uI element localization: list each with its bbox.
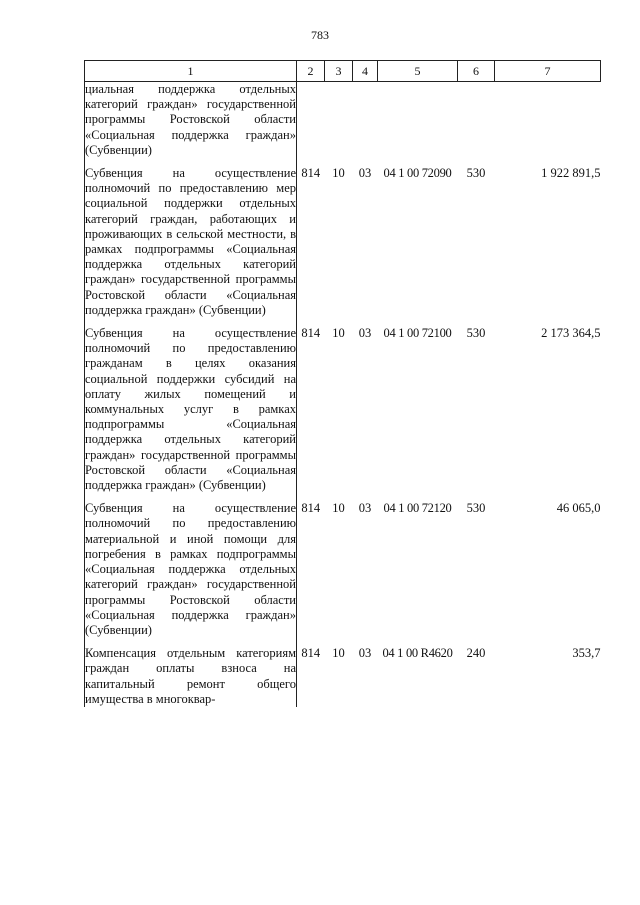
header-col-6: 6: [458, 61, 495, 82]
row-target-article: 04 1 00 72120: [383, 501, 452, 516]
table-row: [85, 501, 601, 646]
row-subsection-code: 03: [358, 326, 372, 341]
row-section-code: 10: [332, 326, 345, 341]
row-description: Субвенция на осуществление полномочий по предоставлению мер социальной поддержки отдельных категорий граждан, работающих и проживающих в сельской местности, в рамках подпрограммы «Социальная поддержка отдельных категорий граждан» государственной программы Ростовской области «Социальная поддержка граждан» (Субвенции): [85, 166, 297, 326]
row-ministry-code: 814: [301, 166, 321, 181]
table-row: [85, 82, 601, 167]
row-description: Компенсация отдельным категориям граждан оплаты взноса на капитальный ремонт общего имущества в многоквар-: [85, 646, 296, 706]
table-row: [85, 646, 601, 707]
row-expense-type: 530: [466, 326, 486, 341]
row-target-article: 04 1 00 R4620: [382, 646, 453, 661]
table-row: [85, 326, 601, 501]
row-section-code: 10: [332, 166, 345, 181]
row-expense-type: 530: [466, 166, 486, 181]
table-row: [85, 166, 601, 326]
row-amount: 2 173 364,5: [541, 326, 601, 341]
row-subsection-code: 03: [358, 501, 372, 516]
row-ministry-code: 814: [301, 646, 321, 661]
row-target-article: 04 1 00 72100: [383, 326, 452, 341]
row-ministry-code: 814: [301, 501, 321, 516]
row-amount: 46 065,0: [556, 501, 601, 516]
header-col-2: 2: [297, 61, 325, 82]
row-amount: 353,7: [572, 646, 601, 661]
header-col-1: 1: [85, 61, 297, 82]
row-expense-type: 530: [466, 501, 486, 516]
header-col-5: 5: [378, 61, 458, 82]
row-section-code: 10: [332, 501, 345, 516]
row-ministry-code: 814: [301, 326, 321, 341]
continuation-text: циальная поддержка отдельных категорий граждан» государственной программы Ростовской области «Социальная поддержка граждан» (Субвенции): [85, 82, 297, 167]
row-description: Субвенция на осуществление полномочий по предоставлению материальной и иной помощи для погребения в рамках подпрограммы «Социальная поддержка отдельных категорий граждан» государственной программы Ростовской области «Социальная поддержка граждан» (Субвенции): [85, 501, 297, 646]
row-target-article: 04 1 00 72090: [383, 166, 452, 181]
header-col-4: 4: [353, 61, 378, 82]
page-number: 783: [311, 28, 329, 42]
table-header-row: [85, 61, 601, 82]
row-description: Субвенция на осуществление полномочий по предоставлению гражданам в целях оказания социальной поддержки субсидий на оплату жилых помещений и коммунальных услуг в рамках подпрограммы «Социальная поддержка отдельных категорий граждан» государственной программы Ростовской области «Социальная поддержка граждан» (Субвенции): [85, 326, 297, 501]
row-section-code: 10: [332, 646, 345, 661]
row-subsection-code: 03: [358, 166, 372, 181]
header-col-7: 7: [495, 61, 601, 82]
header-col-3: 3: [325, 61, 353, 82]
budget-table: [84, 60, 601, 707]
row-expense-type: 240: [466, 646, 486, 661]
row-amount: 1 922 891,5: [541, 166, 601, 181]
row-subsection-code: 03: [358, 646, 372, 661]
